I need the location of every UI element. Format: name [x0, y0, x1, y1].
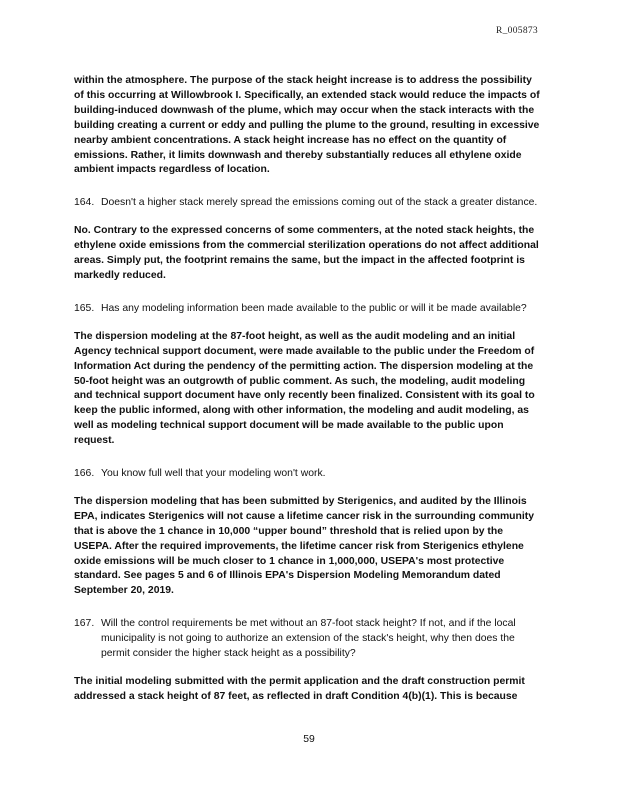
answer-paragraph: No. Contrary to the expressed concerns of some commenters, at the noted stack heights, the ethylene oxide emissions from the commercial sterilization operations do not affect additional areas. Simply put, the footprint remains the same, but the impact in the affected footprint is markedly reduced.	[74, 225, 539, 281]
question-number: 165.	[74, 302, 95, 314]
question-text: You know full well that your modeling won't work.	[101, 468, 326, 480]
question-165	[74, 302, 540, 317]
question-167	[74, 617, 540, 662]
question-164	[74, 196, 540, 211]
question-166	[74, 467, 540, 482]
page-number: 59	[303, 734, 315, 745]
question-number: 164.	[74, 197, 95, 209]
answer-paragraph: The dispersion modeling at the 87-foot height, as well as the audit modeling and an initial Agency technical support document, were made available to the public under the Freedom of Information Act during the pendency of the permitting action. The dispersion modeling at the 50-foot height was an outgrowth of public comment. As such, the modeling, audit modeling and technical support document have only recently been finalized. Consistent with its goal to keep the public informed, along with other information, the modeling and audit modeling, as well as modeling technical support document will be made available to the public upon request.	[74, 330, 535, 447]
answer-paragraph: within the atmosphere. The purpose of the stack height increase is to address the possibility of this occurring at Willowbrook I. Specifically, an extended stack would reduce the impacts of building-induced downwash of the plume, which may occur when the stack interacts with the building creating a current or eddy and pulling the plume to the ground, resulting in excessive nearby ambient concentrations. A stack height increase has no effect on the quantity of emissions. Rather, it limits downwash and thereby substantially reduces all ethylene oxide ambient impacts regardless of location.	[74, 75, 540, 176]
question-text: Doesn't a higher stack merely spread the emissions coming out of the stack a greater distance.	[101, 197, 538, 209]
answer-paragraph: The initial modeling submitted with the permit application and the draft construction permit addressed a stack height of 87 feet, as reflected in draft Condition 4(b)(1). This is because	[74, 676, 525, 702]
question-number: 167.	[74, 618, 95, 630]
document-body	[74, 74, 540, 705]
answer-paragraph: The dispersion modeling that has been submitted by Sterigenics, and audited by the Illinois EPA, indicates Sterigenics will not cause a lifetime cancer risk in the surrounding community that is above the 1 chance in 10,000 “upper bound” threshold that is relied upon by the USEPA. After the required improvements, the lifetime cancer risk from Sterigenics ethylene oxide emissions will be much closer to 1 chance in 1,000,000, USEPA's most protective standard. See pages 5 and 6 of Illinois EPA's Dispersion Modeling Memorandum dated September 20, 2019.	[74, 495, 535, 597]
question-number: 166.	[74, 468, 95, 480]
question-text: Will the control requirements be met without an 87-foot stack height? If not, and if the local municipality is not going to authorize an extension of the stack's height, why then does the permit consider the higher stack height as a possibility?	[101, 618, 516, 660]
question-text: Has any modeling information been made available to the public or will it be made available?	[101, 302, 527, 314]
bates-number: R_005873	[496, 26, 538, 36]
